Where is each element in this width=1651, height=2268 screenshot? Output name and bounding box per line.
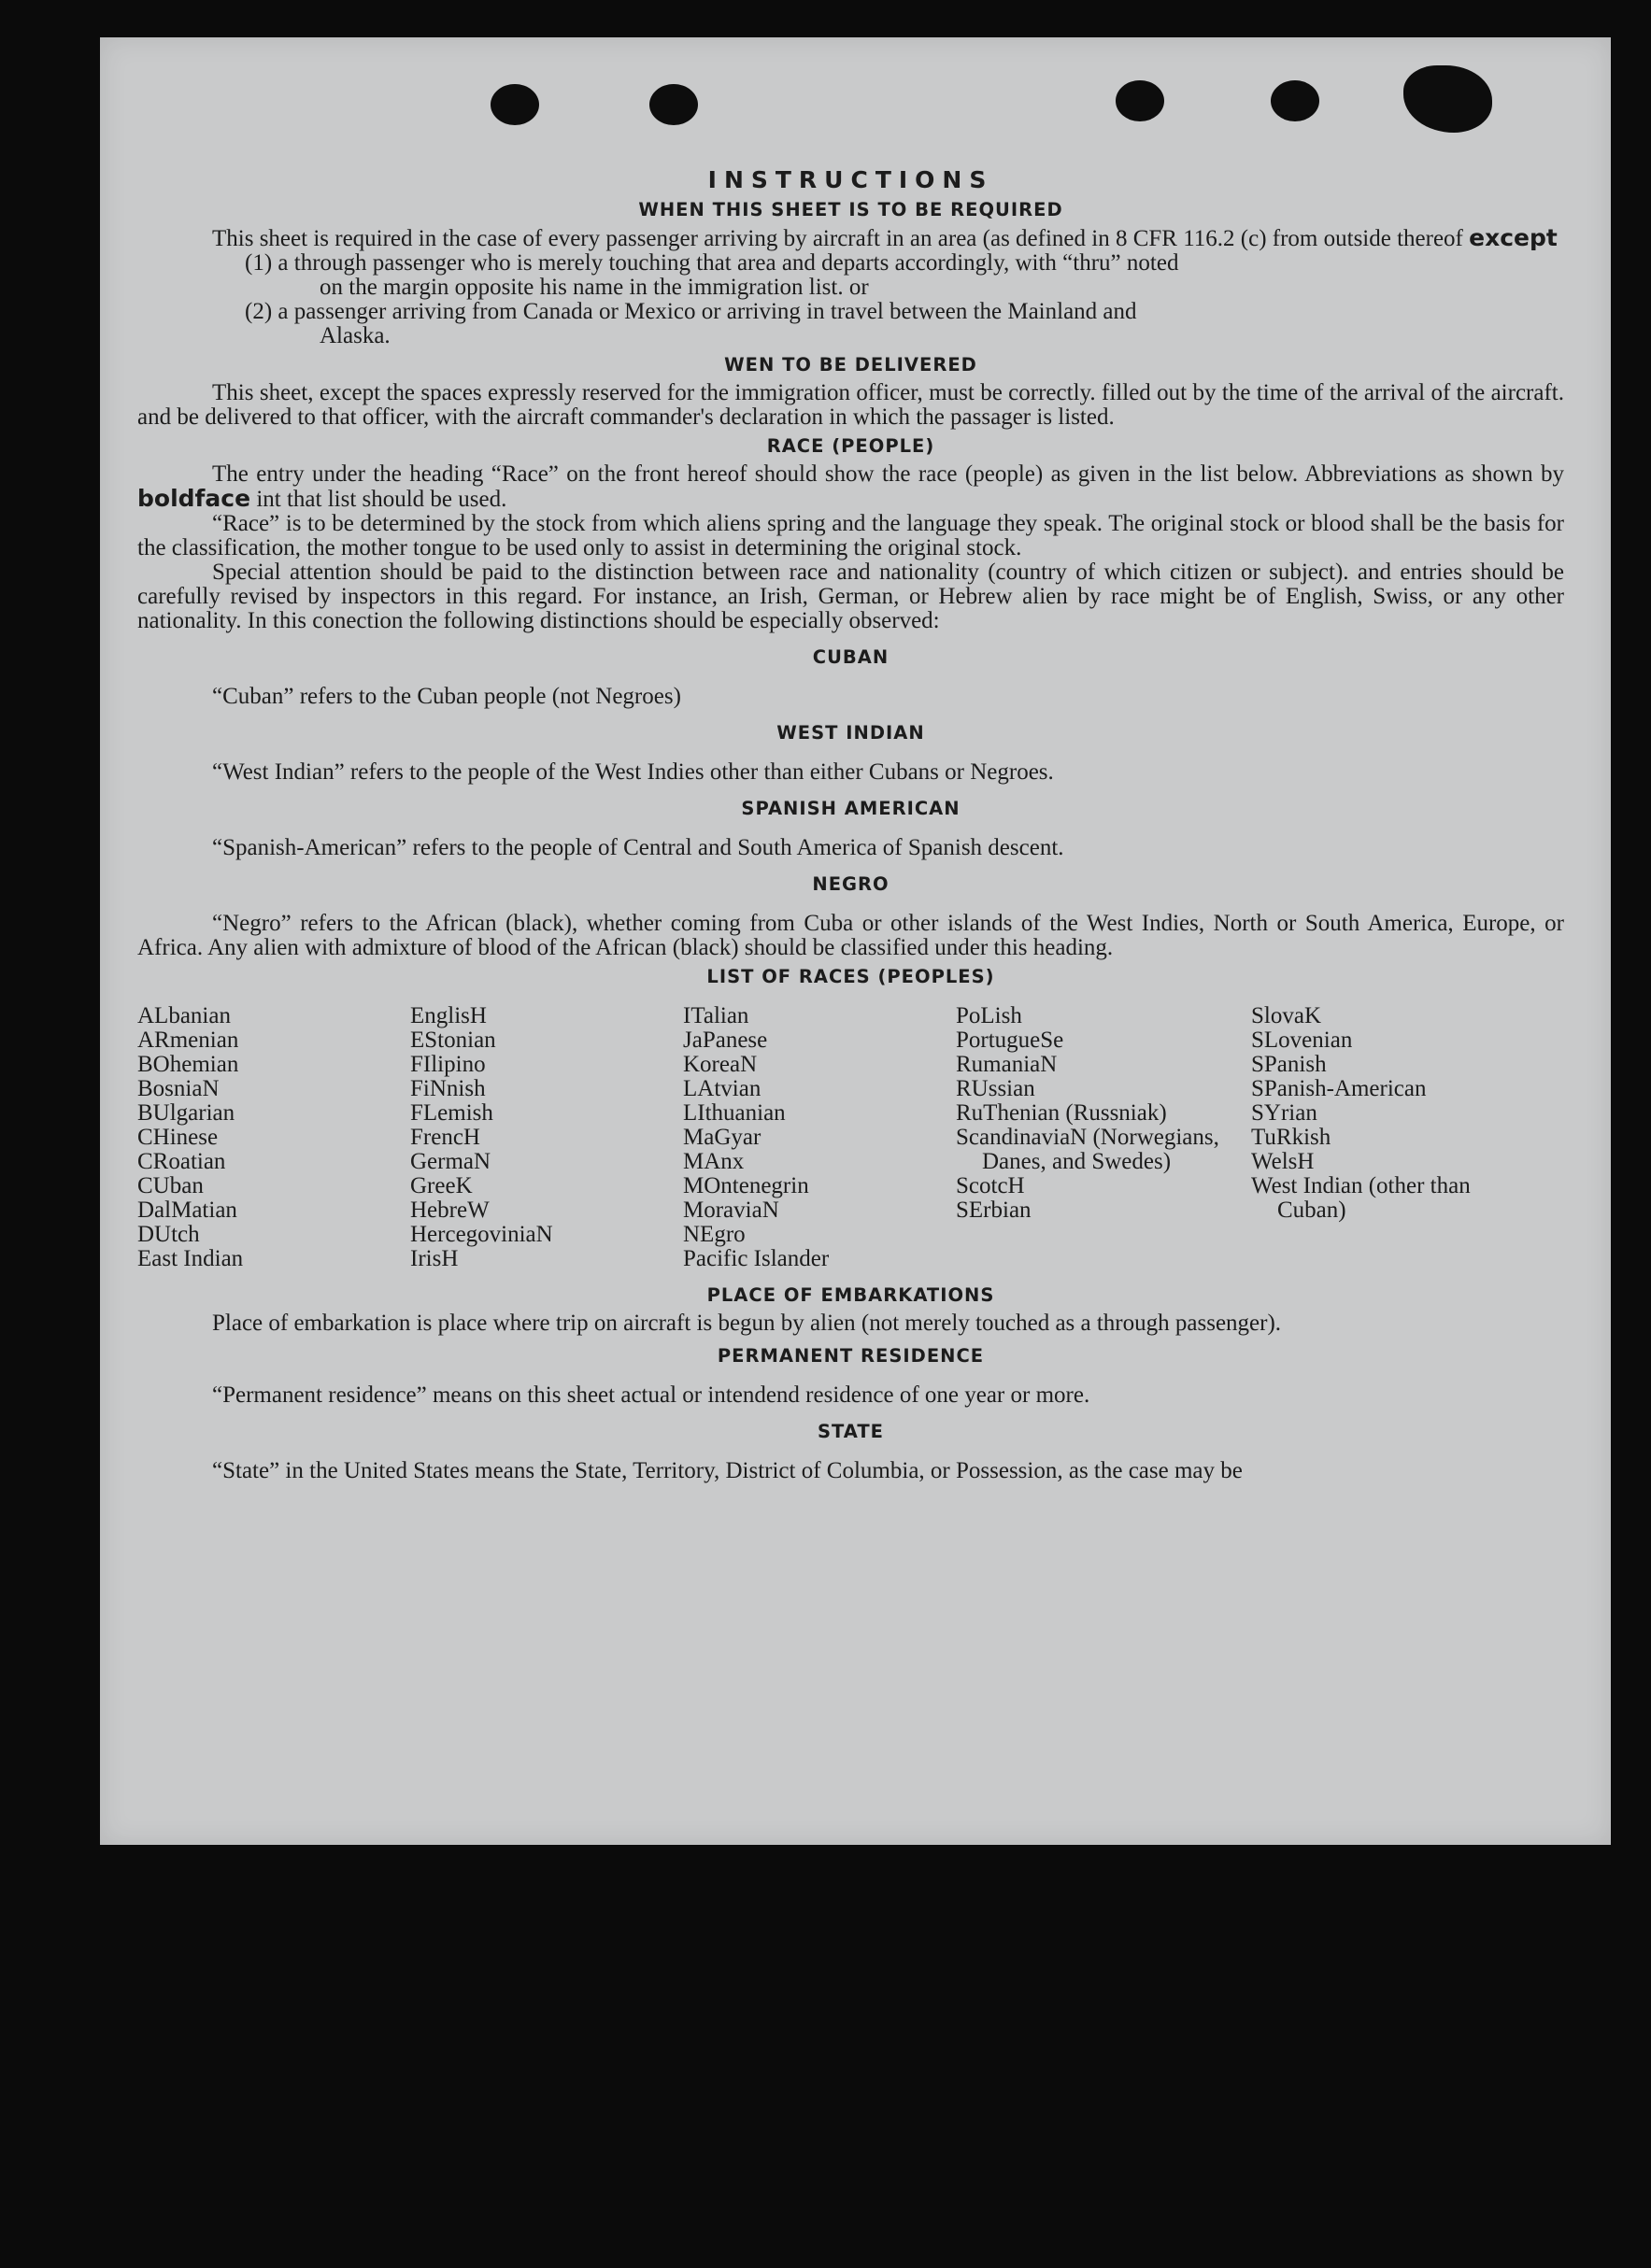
- race-item: LIthuanian: [683, 1100, 786, 1126]
- race-item: ScandinaviaN (Norwegians, Danes, and Swedes): [956, 1125, 1219, 1174]
- section-title-embarkation: PLACE OF EMBARKATIONS: [706, 1284, 995, 1306]
- exception-item-2: (2) a passenger arriving from Canada or Mexico or arriving in travel between the Mainland and Alaska.: [245, 299, 1137, 348]
- section-title-west-indian: WEST INDIAN: [776, 722, 925, 744]
- delivered-text: This sheet, except the spaces expressly reserved for the immigration officer, must be correctly. filled out by the time of the arrival of the aircraft. and be delivered to that officer, with the aircraft commander's declaration in which the passager is listed.: [137, 380, 1564, 430]
- race-item: ITalian: [683, 1003, 749, 1028]
- race-item: BOhemian: [137, 1052, 239, 1077]
- race-item: SErbian: [956, 1198, 1032, 1223]
- race-item: MoraviaN: [683, 1198, 779, 1223]
- section-title-state: STATE: [817, 1421, 885, 1442]
- race-item: SLovenian: [1251, 1028, 1353, 1053]
- race-item: TuRkish: [1251, 1125, 1331, 1150]
- punch-hole: [1271, 80, 1319, 121]
- spanish-american-text: “Spanish-American” refers to the people of Central and South America of Spanish descent.: [212, 835, 1064, 860]
- boldface-word: boldface: [137, 485, 251, 512]
- race-item: KoreaN: [683, 1052, 758, 1077]
- section-title-spanish-american: SPANISH AMERICAN: [741, 798, 961, 819]
- section-title-cuban: CUBAN: [812, 646, 890, 668]
- races-column-5: [1251, 1004, 1494, 1271]
- races-column-3: [683, 1004, 956, 1271]
- race-item: RumaniaN: [956, 1052, 1058, 1077]
- race-item: PortugueSe: [956, 1028, 1064, 1053]
- state-text: “State” in the United States means the State, Territory, District of Columbia, or Possession, as the case may be: [212, 1458, 1243, 1483]
- race-item: FiNnish: [410, 1076, 486, 1101]
- race-item: GreeK: [410, 1173, 473, 1198]
- race-paragraph-2: “Race” is to be determined by the stock from which aliens spring and the language they speak. The original stock or blood shall be the basis for the classification, the mother tongue to be used only to assist in determining the original stock.: [137, 511, 1564, 560]
- race-item: HebreW: [410, 1198, 490, 1223]
- race-item: RuThenian (Russniak): [956, 1100, 1167, 1126]
- race-item: GermaN: [410, 1149, 491, 1174]
- races-list: [137, 1004, 1564, 1271]
- race-item: ScotcH: [956, 1173, 1025, 1198]
- race-item: NEgro: [683, 1222, 746, 1247]
- race-item: EStonian: [410, 1028, 496, 1053]
- races-column-2: [410, 1004, 683, 1271]
- race-item: EnglisH: [410, 1003, 487, 1028]
- section-title-list-of-races: LIST OF RACES (PEOPLES): [706, 966, 995, 987]
- race-item: JaPanese: [683, 1028, 768, 1053]
- race-item: MaGyar: [683, 1125, 761, 1150]
- race-item: SPanish: [1251, 1052, 1327, 1077]
- required-intro: This sheet is required in the case of every passenger arriving by aircraft in an area (as defined in 8 CFR 116.2 (c) from outside thereof except: [212, 224, 1558, 251]
- section-title-required: WHEN THIS SHEET IS TO BE REQUIRED: [638, 199, 1063, 220]
- race-paragraph-1: The entry under the heading “Race” on the front hereof should show the race (people) as given in the list below. Abbreviations as shown by boldface int that list should be used.: [137, 461, 1564, 512]
- race-item: BosniaN: [137, 1076, 220, 1101]
- race-item: CHinese: [137, 1125, 219, 1150]
- race-item: FLemish: [410, 1100, 493, 1126]
- exception-item-1: (1) a through passenger who is merely touching that area and departs accordingly, with “thru” noted on the margin opposite his name in the immigration list. or: [245, 250, 1179, 300]
- torn-corner: [1403, 65, 1492, 133]
- page-heading: INSTRUCTIONS: [707, 166, 994, 193]
- race-item: RUssian: [956, 1076, 1035, 1101]
- race-item: BUlgarian: [137, 1100, 235, 1126]
- races-column-1: [137, 1004, 410, 1271]
- race-item: FIlipino: [410, 1052, 486, 1077]
- cuban-text: “Cuban” refers to the Cuban people (not Negroes): [212, 684, 681, 709]
- punch-hole: [1116, 80, 1164, 121]
- race-item: FrencH: [410, 1125, 480, 1150]
- except-word: except: [1469, 224, 1558, 251]
- race-item: CRoatian: [137, 1149, 226, 1174]
- punch-hole: [491, 84, 539, 125]
- race-item: LAtvian: [683, 1076, 761, 1101]
- race-item: CUban: [137, 1173, 204, 1198]
- race-item: IrisH: [410, 1246, 459, 1271]
- race-item: SPanish-American: [1251, 1076, 1427, 1101]
- section-title-delivered: WEN TO BE DELIVERED: [724, 354, 977, 376]
- section-title-permanent-residence: PERMANENT RESIDENCE: [717, 1345, 985, 1367]
- negro-text: “Negro” refers to the African (black), whether coming from Cuba or other islands of the West Indies, North or South America, Europe, or Africa. Any alien with admixture of blood of the African (black) should be classified under this heading.: [137, 911, 1564, 960]
- race-paragraph-3: Special attention should be paid to the distinction between race and nationality (country of which citizen or subject). and entries should be carefully revised by inspectors in this regard. For instance, an Irish, German, or Hebrew alien by race might be of English, Swiss, or any other nationality. In this conection the following distinctions should be especially observed:: [137, 560, 1564, 633]
- races-column-4: [956, 1004, 1251, 1271]
- race-item: MOntenegrin: [683, 1173, 809, 1198]
- race-item: DalMatian: [137, 1198, 237, 1223]
- race-item: ARmenian: [137, 1028, 239, 1053]
- race-item: MAnx: [683, 1149, 745, 1174]
- race-item: SlovaK: [1251, 1003, 1321, 1028]
- section-title-negro: NEGRO: [812, 873, 890, 895]
- section-title-race: RACE (PEOPLE): [766, 435, 935, 457]
- race-item: WelsH: [1251, 1149, 1315, 1174]
- document-page: [100, 37, 1611, 1845]
- punch-hole: [649, 84, 698, 125]
- race-item: East Indian: [137, 1246, 244, 1271]
- race-item: West Indian (other than Cuban): [1251, 1173, 1471, 1223]
- west-indian-text: “West Indian” refers to the people of the West Indies other than either Cubans or Negroes.: [212, 759, 1054, 785]
- instructions-text: [137, 166, 1564, 1483]
- race-item: Pacific Islander: [683, 1246, 830, 1271]
- embarkation-text: Place of embarkation is place where trip on aircraft is begun by alien (not merely touched as a through passenger).: [212, 1311, 1282, 1336]
- permanent-residence-text: “Permanent residence” means on this sheet actual or intendend residence of one year or more.: [212, 1382, 1090, 1408]
- race-item: DUtch: [137, 1222, 200, 1247]
- race-item: HercegoviniaN: [410, 1222, 553, 1247]
- race-item: SYrian: [1251, 1100, 1317, 1126]
- race-item: PoLish: [956, 1003, 1022, 1028]
- race-item: ALbanian: [137, 1003, 231, 1028]
